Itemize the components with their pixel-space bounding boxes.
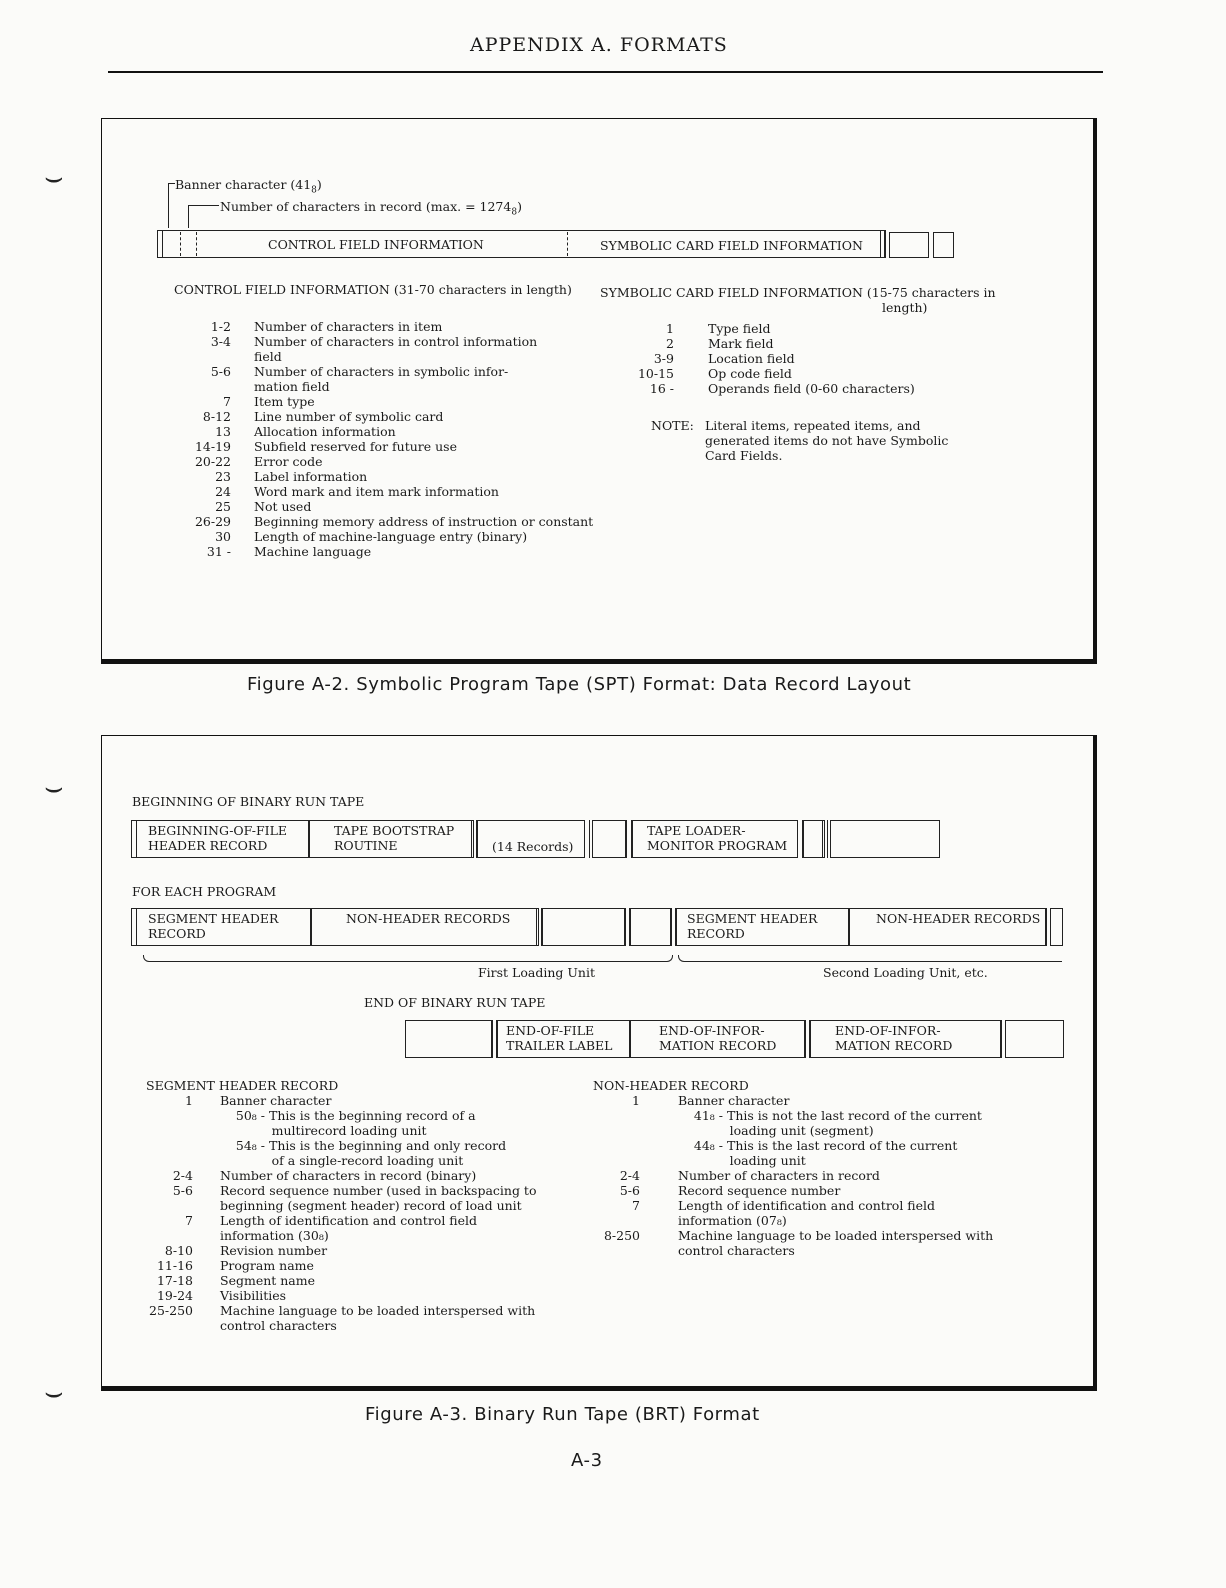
field-position: 7 xyxy=(185,1213,193,1228)
gap-box xyxy=(630,908,672,946)
field-description: Beginning memory address of instruction or constant xyxy=(254,514,594,529)
field-description: Revision number xyxy=(220,1243,328,1258)
field-description: of a single-record loading unit xyxy=(220,1153,464,1168)
field-position: 3-9 xyxy=(653,351,674,366)
figure-a3-caption: Figure A-3. Binary Run Tape (BRT) Format xyxy=(365,1404,760,1425)
field-divider xyxy=(196,232,197,256)
non-header-records-box: NON-HEADER RECORDS xyxy=(311,908,539,946)
field-description: Word mark and item mark information xyxy=(254,484,499,499)
bootstrap-routine-box: TAPE BOOTSTRAP ROUTINE xyxy=(309,820,474,858)
field-description: control characters xyxy=(220,1318,337,1333)
field-position: 30 xyxy=(215,529,231,544)
gap-box xyxy=(592,820,626,858)
field-position: 2 xyxy=(666,336,674,351)
page-title: APPENDIX A. FORMATS xyxy=(470,34,728,56)
field-description: Operands field (0-60 characters) xyxy=(708,381,915,396)
gap-box xyxy=(889,232,929,258)
field-position: 1 xyxy=(185,1093,193,1108)
margin-mark: ⌣ xyxy=(44,770,64,805)
double-bar xyxy=(131,820,137,858)
field-description: Number of characters in symbolic infor- xyxy=(254,364,509,379)
margin-mark: ⌣ xyxy=(44,1375,64,1410)
count-label: Number of characters in record (max. = $1274_8$) xyxy=(220,199,522,218)
field-position: 7 xyxy=(223,394,231,409)
gap-box xyxy=(542,908,626,946)
first-loading-unit-label: First Loading Unit xyxy=(478,965,595,980)
field-description: Length of identification and control field xyxy=(220,1213,478,1228)
symbolic-field-heading-cont: length) xyxy=(882,300,928,315)
field-position: 1 xyxy=(666,321,674,336)
field-description: Item type xyxy=(254,394,315,409)
field-position: 17-18 xyxy=(156,1273,193,1288)
second-unit-brace xyxy=(678,955,1062,962)
field-description: Program name xyxy=(220,1258,314,1273)
field-description: Number of characters in record (binary) xyxy=(220,1168,477,1183)
field-position: 2-4 xyxy=(172,1168,193,1183)
note-label: NOTE: xyxy=(651,418,694,433)
field-position: 5-6 xyxy=(210,364,231,379)
bof-header-record-box: BEGINNING-OF-FILE HEADER RECORD xyxy=(131,820,309,858)
field-position: 10-15 xyxy=(637,366,674,381)
note-line: Literal items, repeated items, and xyxy=(705,418,921,433)
field-description: 54₈ - This is the beginning and only record xyxy=(220,1138,507,1153)
next-record-box xyxy=(934,232,954,258)
gap-box xyxy=(1006,1020,1064,1058)
field-position: 3-4 xyxy=(210,334,231,349)
end-of-tape-label: END OF BINARY RUN TAPE xyxy=(364,995,546,1010)
field-position: 20-22 xyxy=(194,454,231,469)
field-position: 31 - xyxy=(206,544,231,559)
symbolic-field-box-label: SYMBOLIC CARD FIELD INFORMATION xyxy=(600,238,863,253)
field-divider xyxy=(180,232,181,256)
field-description: loading unit (segment) xyxy=(678,1123,874,1138)
non-header-heading: NON-HEADER RECORD xyxy=(593,1078,749,1093)
note-line: generated items do not have Symbolic xyxy=(705,433,949,448)
loader-monitor-box: TAPE LOADER- MONITOR PROGRAM xyxy=(632,820,798,858)
field-description: Number of characters in item xyxy=(254,319,443,334)
field-description: information (07₈) xyxy=(678,1213,787,1228)
note-line: Card Fields. xyxy=(705,448,783,463)
field-position: 14-19 xyxy=(194,439,231,454)
field-position: 16 - xyxy=(649,381,674,396)
field-description: control characters xyxy=(678,1243,795,1258)
control-field-heading: CONTROL FIELD INFORMATION (31-70 characters in length) xyxy=(174,282,572,297)
field-position: 8-12 xyxy=(202,409,231,424)
field-description: 44₈ - This is the last record of the current xyxy=(678,1138,958,1153)
field-position: 23 xyxy=(215,469,231,484)
field-position: 5-6 xyxy=(619,1183,640,1198)
field-description: loading unit xyxy=(678,1153,806,1168)
second-loading-unit-label: Second Loading Unit, etc. xyxy=(823,965,988,980)
field-position: 19-24 xyxy=(156,1288,193,1303)
eof-trailer-label-box: END-OF-FILE TRAILER LABEL xyxy=(497,1020,630,1058)
field-description: mation field xyxy=(254,379,330,394)
field-description: Number of characters in record xyxy=(678,1168,880,1183)
figure-a2-caption: Figure A-2. Symbolic Program Tape (SPT) Format: Data Record Layout xyxy=(247,674,912,695)
field-description: Subfield reserved for future use xyxy=(254,439,457,454)
field-description: 41₈ - This is not the last record of the current xyxy=(678,1108,982,1123)
field-position: 24 xyxy=(215,484,231,499)
segment-header-record-box-2: SEGMENT HEADER RECORD xyxy=(676,908,849,946)
field-description: Length of identification and control field xyxy=(678,1198,936,1213)
double-bar xyxy=(131,908,137,946)
fourteen-records-box: (14 Records) xyxy=(477,820,585,858)
field-description: beginning (segment header) record of load unit xyxy=(220,1198,522,1213)
margin-mark: ⌣ xyxy=(44,160,64,195)
field-description: Banner character xyxy=(220,1093,332,1108)
banner-label: Banner character $(41_8)$ xyxy=(175,177,322,196)
field-position: 25 xyxy=(215,499,231,514)
end-of-information-record-box: END-OF-INFOR- MATION RECORD xyxy=(630,1020,806,1058)
count-arrow xyxy=(188,205,219,228)
segment-header-heading: SEGMENT HEADER RECORD xyxy=(146,1078,339,1093)
field-description: Banner character xyxy=(678,1093,790,1108)
field-description: Not used xyxy=(254,499,312,514)
field-description: Length of machine-language entry (binary) xyxy=(254,529,528,544)
next-record-box xyxy=(830,820,940,858)
field-position: 11-16 xyxy=(156,1258,193,1273)
double-bar xyxy=(822,820,828,858)
field-description: Mark field xyxy=(708,336,774,351)
field-position: 13 xyxy=(215,424,231,439)
field-description: field xyxy=(254,349,282,364)
banner-arrow xyxy=(168,183,175,228)
field-position: 26-29 xyxy=(194,514,231,529)
for-each-program-label: FOR EACH PROGRAM xyxy=(132,884,277,899)
field-description: Record sequence number xyxy=(678,1183,841,1198)
symbolic-field-heading: SYMBOLIC CARD FIELD INFORMATION (15-75 characters in xyxy=(600,285,996,300)
field-position: 5-6 xyxy=(172,1183,193,1198)
end-of-information-record-box-2: END-OF-INFOR- MATION RECORD xyxy=(810,1020,1002,1058)
field-description: Segment name xyxy=(220,1273,316,1288)
field-description: 50₈ - This is the beginning record of a xyxy=(220,1108,476,1123)
field-description: Visibilities xyxy=(220,1288,287,1303)
page-number: A-3 xyxy=(571,1450,603,1471)
field-description: Op code field xyxy=(708,366,792,381)
record-start-bar xyxy=(157,230,163,258)
field-description: Type field xyxy=(708,321,771,336)
field-position: 8-10 xyxy=(164,1243,193,1258)
field-description: Error code xyxy=(254,454,323,469)
segment-header-record-box: SEGMENT HEADER RECORD xyxy=(131,908,311,946)
field-description: Allocation information xyxy=(254,424,396,439)
field-divider xyxy=(567,232,568,256)
field-position: 7 xyxy=(632,1198,640,1213)
double-bar xyxy=(584,820,590,858)
record-end-bar xyxy=(880,230,886,258)
field-description: Line number of symbolic card xyxy=(254,409,444,424)
field-description: information (30₈) xyxy=(220,1228,329,1243)
field-position: 2-4 xyxy=(619,1168,640,1183)
field-description: Location field xyxy=(708,351,795,366)
control-field-box-label: CONTROL FIELD INFORMATION xyxy=(268,237,484,252)
beginning-of-tape-label: BEGINNING OF BINARY RUN TAPE xyxy=(132,794,365,809)
next-record-box xyxy=(1051,908,1063,946)
gap-box xyxy=(405,1020,493,1058)
field-position: 25-250 xyxy=(149,1303,193,1318)
field-description: Machine language xyxy=(254,544,372,559)
first-unit-brace xyxy=(143,955,673,962)
field-position: 1 xyxy=(632,1093,640,1108)
non-header-records-box-2: NON-HEADER RECORDS xyxy=(849,908,1047,946)
field-description: Record sequence number (used in backspacing to xyxy=(220,1183,537,1198)
field-description: Label information xyxy=(254,469,368,484)
field-description: Machine language to be loaded interspersed with xyxy=(220,1303,536,1318)
field-position: 8-250 xyxy=(603,1228,640,1243)
header-rule xyxy=(108,71,1103,73)
field-description: multirecord loading unit xyxy=(220,1123,427,1138)
field-description: Machine language to be loaded interspersed with xyxy=(678,1228,994,1243)
field-description: Number of characters in control information xyxy=(254,334,538,349)
field-position: 1-2 xyxy=(210,319,231,334)
